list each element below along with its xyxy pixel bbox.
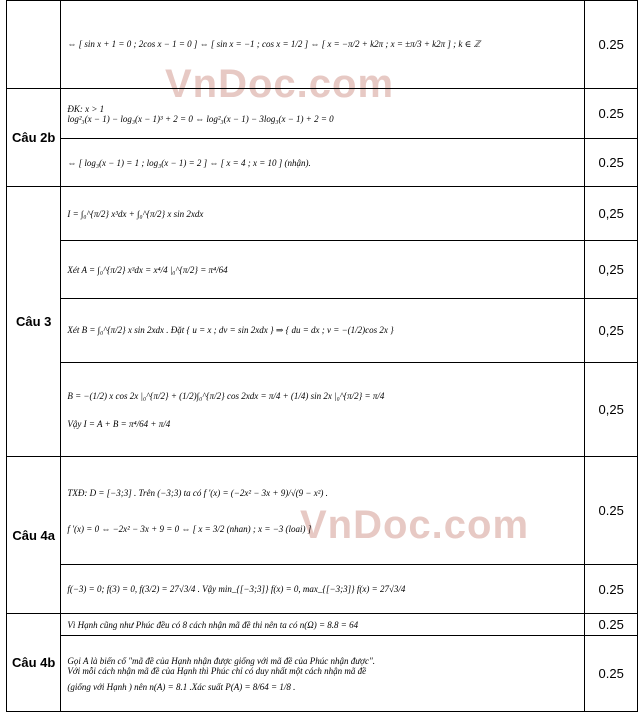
- score-cell: 0.25: [585, 139, 638, 187]
- watermark: VnDoc.com: [165, 62, 395, 106]
- math-line: f '(x) = 0 ⇔ −2x² − 3x + 9 = 0 ⇔ [ x = 3/2 (nhan) ; x = −3 (loai) ]: [67, 523, 312, 534]
- score-cell: 0,25: [585, 363, 638, 457]
- math-line: B = −(1/2) x cos 2x |₀^{π/2} + (1/2)∫₀^{π/2} cos 2xdx = π/4 + (1/4) sin 2x |₀^{π/2} = π/4: [67, 390, 385, 401]
- table-row: [7, 614, 638, 636]
- math-line: Với mỗi cách nhận mã đề của Hạnh thì Phúc chỉ có duy nhất một cách nhận mã đề: [67, 665, 367, 676]
- score-cell: 0.25: [585, 636, 638, 712]
- table-row: [7, 241, 638, 299]
- score-cell: 0,25: [585, 187, 638, 241]
- solution-cell: [61, 363, 585, 457]
- table-row: [7, 565, 638, 614]
- math-line: ⇔ [ log₃(x − 1) = 1 ; log₃(x − 1) = 2 ] ⇔ [ x = 4 ; x = 10 ] (nhận).: [67, 157, 311, 168]
- table-row: [7, 139, 638, 187]
- math-line: log²₃(x − 1) − log₃(x − 1)³ + 2 = 0 ⇔ log²₃(x − 1) − 3log₃(x − 1) + 2 = 0: [67, 113, 334, 124]
- table-row: [7, 363, 638, 457]
- solution-cell: [61, 614, 585, 636]
- question-label: [7, 1, 61, 89]
- score-cell: 0,25: [585, 299, 638, 363]
- score-cell: 0.25: [585, 457, 638, 565]
- question-label: Câu 4b: [7, 614, 61, 712]
- table-row: [7, 1, 638, 89]
- score-cell: 0.25: [585, 614, 638, 636]
- solution-cell: [61, 565, 585, 614]
- math-line: f(−3) = 0; f(3) = 0, f(3/2) = 27√3/4 . Vậy min_{[−3;3]} f(x) = 0, max_{[−3;3]} f(x) = 27√3/4: [67, 584, 406, 594]
- math-line: Vì Hạnh cũng như Phúc đều có 8 cách nhận mã đề thi nên ta có n(Ω) = 8.8 = 64: [67, 619, 359, 630]
- solution-cell: [61, 187, 585, 241]
- answer-table: [6, 0, 638, 712]
- solution-cell: [61, 89, 585, 139]
- solution-cell: [61, 139, 585, 187]
- question-label: Câu 4a: [7, 457, 61, 614]
- question-label: Câu 3: [7, 187, 61, 457]
- score-cell: 0.25: [585, 1, 638, 89]
- table-row: [7, 636, 638, 712]
- solution-cell: [61, 636, 585, 712]
- math-line: ĐK: x > 1: [67, 103, 105, 114]
- table-row: [7, 187, 638, 241]
- score-cell: 0,25: [585, 241, 638, 299]
- solution-cell: [61, 457, 585, 565]
- question-label: Câu 2b: [7, 89, 61, 187]
- solution-cell: [61, 299, 585, 363]
- table-row: [7, 457, 638, 565]
- math-line: I = ∫₀^{π/2} x³dx + ∫₀^{π/2} x sin 2xdx: [67, 208, 204, 219]
- solution-cell: [61, 1, 585, 89]
- math-line: Gọi A là biến cố "mã đề của Hạnh nhận được giống với mã đề của Phúc nhận được".: [67, 655, 376, 666]
- score-cell: 0.25: [585, 565, 638, 614]
- table-row: [7, 89, 638, 139]
- math-line: ⇔ [ sin x + 1 = 0 ; 2cos x − 1 = 0 ] ⇔ [ sin x = −1 ; cos x = 1/2 ] ⇔ [ x = −π/2 + k2π ; x = ±π/3 + k2π ] ; k ∈ ℤ: [67, 39, 481, 49]
- math-line: (giống với Hạnh ) nên n(A) = 8.1 .Xác suất P(A) = 8/64 = 1/8 .: [67, 681, 296, 692]
- table-row: [7, 299, 638, 363]
- watermark-2: VnDoc.com: [300, 503, 530, 547]
- solution-cell: [61, 241, 585, 299]
- math-line: TXĐ: D = [−3;3] . Trên (−3;3) ta có f '(x) = (−2x² − 3x + 9)/√(9 − x²) .: [67, 487, 328, 498]
- math-line: Vậy I = A + B = π⁴/64 + π/4: [67, 418, 171, 429]
- score-cell: 0.25: [585, 89, 638, 139]
- math-line: Xét B = ∫₀^{π/2} x sin 2xdx . Đặt { u = x ; dv = sin 2xdx } ⇒ { du = dx ; v = −(1/2)cos 2x }: [67, 325, 394, 335]
- math-line: Xét A = ∫₀^{π/2} x³dx = x⁴/4 |₀^{π/2} = π⁴/64: [67, 264, 228, 275]
